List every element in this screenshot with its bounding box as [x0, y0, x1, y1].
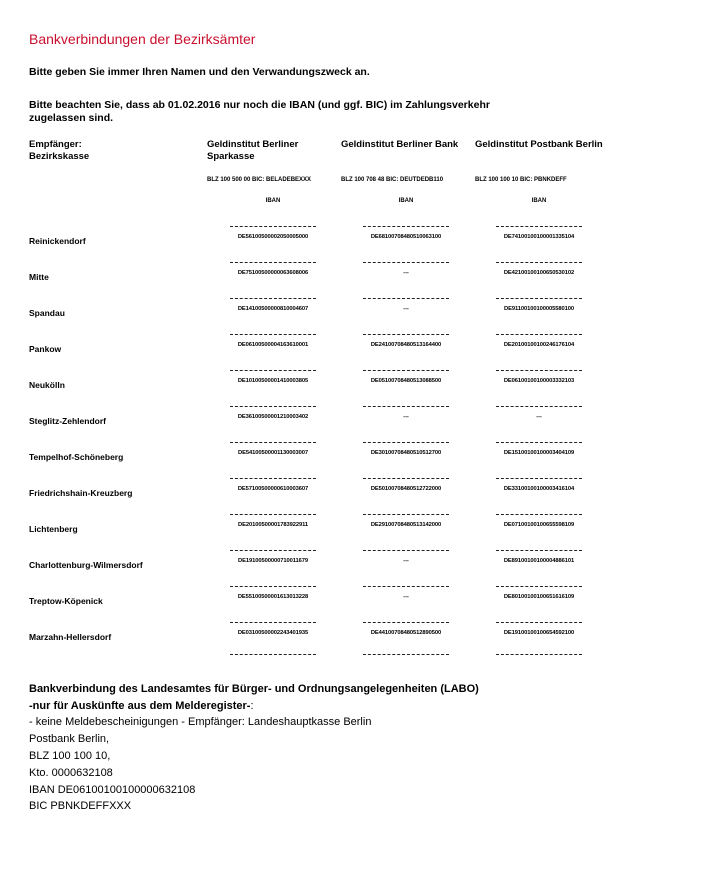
iban-cell	[230, 466, 316, 502]
separator-line	[496, 586, 582, 587]
iban-cell	[363, 610, 449, 646]
iban-value: DE42100100100650530102	[503, 270, 575, 276]
iban-value: DE29100708480513142000	[370, 522, 442, 528]
table-row	[0, 214, 727, 250]
iban-value: DE89100100100004886101	[503, 558, 575, 564]
iban-cell	[496, 466, 582, 502]
separator-line	[363, 586, 449, 587]
iban-cell	[363, 466, 449, 502]
district-name: Treptow-Köpenick	[29, 596, 103, 606]
separator-line	[496, 442, 582, 443]
blz-bic-sparkasse: BLZ 100 500 00 BIC: BELADEBEXXX	[207, 177, 312, 183]
separator-line	[363, 334, 449, 335]
separator-line	[363, 514, 449, 515]
separator-line	[230, 550, 316, 551]
bank-header-berliner-bank: Geldinstitut Berliner Bank	[341, 139, 459, 150]
separator-line	[363, 550, 449, 551]
table-row	[0, 322, 727, 358]
iban-cell	[496, 574, 582, 610]
labo-iban-line: IBAN DE06100100100000632108	[29, 784, 196, 796]
district-name: Friedrichshain-Kreuzberg	[29, 488, 133, 498]
district-name: Tempelhof-Schöneberg	[29, 452, 124, 462]
iban-value: DE75100500000063608006	[237, 270, 309, 276]
table-row	[0, 610, 727, 646]
bank-header-postbank: Geldinstitut Postbank Berlin	[475, 139, 603, 150]
separator-line	[230, 654, 316, 655]
separator-line	[363, 622, 449, 623]
table-row	[0, 250, 727, 286]
labo-account-line: Kto. 0000632108	[29, 767, 113, 779]
iban-cell	[230, 358, 316, 394]
labo-subtitle-rest: :	[250, 700, 254, 712]
iban-cell	[496, 214, 582, 250]
iban-value: DE06100500004163610001	[237, 342, 309, 348]
bank-header-sparkasse: Geldinstitut Berliner Sparkasse	[207, 139, 299, 162]
iban-note-line2: zugelassen sind.	[29, 112, 114, 124]
separator-line	[363, 262, 449, 263]
separator-line	[230, 586, 316, 587]
separator-line	[363, 442, 449, 443]
name-purpose-note: Bitte geben Sie immer Ihren Namen und den Verwandungszweck an.	[29, 66, 370, 78]
recipient-header-line2: Bezirkskasse	[29, 151, 90, 162]
district-name: Charlottenburg-Wilmersdorf	[29, 560, 143, 570]
iban-value: DE24100708480513164400	[370, 342, 442, 348]
iban-cell	[363, 430, 449, 466]
district-name: Spandau	[29, 308, 65, 318]
table-row	[0, 358, 727, 394]
separator-line	[363, 226, 449, 227]
separator-line	[230, 622, 316, 623]
iban-cell	[363, 538, 449, 574]
iban-value: DE33100100100003416104	[503, 486, 575, 492]
separator-line	[230, 478, 316, 479]
iban-cell	[496, 502, 582, 538]
iban-value: DE20100500001783922911	[237, 522, 308, 528]
separator-line	[230, 262, 316, 263]
iban-label-postbank: IBAN	[531, 198, 547, 204]
iban-value: DE74100100100001335104	[503, 234, 575, 240]
separator-line	[496, 262, 582, 263]
iban-note-line1: Bitte beachten Sie, dass ab 01.02.2016 nur noch die IBAN (und ggf. BIC) im Zahlungsverkehr	[29, 99, 490, 111]
iban-cell	[230, 250, 316, 286]
district-name: Marzahn-Hellersdorf	[29, 632, 112, 642]
iban-value: DE57100500000610003607	[237, 486, 309, 492]
iban-value: DE91100100100005580100	[503, 306, 574, 312]
iban-value: ---	[403, 594, 409, 600]
separator-line	[496, 654, 582, 655]
iban-cell	[230, 394, 316, 430]
iban-value: DE03100500002243401935	[237, 630, 309, 636]
separator-line	[496, 622, 582, 623]
labo-subtitle	[29, 700, 254, 712]
iban-value: DE19100500000710011679	[237, 558, 308, 564]
iban-cell	[230, 538, 316, 574]
separator-line	[230, 334, 316, 335]
separator-line	[230, 406, 316, 407]
separator-line	[496, 478, 582, 479]
iban-value: DE14100500000810004607	[237, 306, 309, 312]
iban-cell	[363, 574, 449, 610]
district-name: Mitte	[29, 272, 49, 282]
iban-cell	[230, 502, 316, 538]
iban-cell	[496, 394, 582, 430]
table-row	[0, 430, 727, 466]
iban-value: DE54100500001130003007	[237, 450, 308, 456]
district-name: Pankow	[29, 344, 62, 354]
table-row	[0, 574, 727, 610]
iban-value: DE10100500001410003805	[237, 378, 309, 384]
table-row	[0, 466, 727, 502]
separator-line	[230, 226, 316, 227]
labo-subtitle-bold: -nur für Auskünfte aus dem Melderegister-	[29, 700, 251, 712]
separator-line	[496, 370, 582, 371]
iban-value: DE36100500001210003402	[237, 414, 309, 420]
iban-label-sparkasse: IBAN	[265, 198, 281, 204]
separator-line	[496, 334, 582, 335]
iban-cell	[230, 574, 316, 610]
iban-value: DE07100100100655598109	[503, 522, 575, 528]
separator-line	[496, 226, 582, 227]
iban-cell	[496, 322, 582, 358]
iban-value: ---	[403, 558, 409, 564]
district-name: Neukölln	[29, 380, 65, 390]
iban-note	[29, 99, 490, 125]
separator-line	[363, 406, 449, 407]
separator-line	[230, 442, 316, 443]
iban-cell	[230, 322, 316, 358]
iban-value: DE06100100100003332103	[503, 378, 575, 384]
iban-value: ---	[403, 270, 409, 276]
table-row	[0, 394, 727, 430]
iban-value: DE44100708480512890500	[370, 630, 442, 636]
separator-line	[230, 370, 316, 371]
separator-line	[363, 298, 449, 299]
labo-bic-line: BIC PBNKDEFFXXX	[29, 800, 132, 812]
separator-line	[363, 654, 449, 655]
iban-value: DE55100500001613013228	[237, 594, 309, 600]
labo-bank-line: Postbank Berlin,	[29, 733, 110, 745]
iban-cell	[363, 394, 449, 430]
iban-cell	[230, 610, 316, 646]
iban-value: DE19100100100654592100	[503, 630, 575, 636]
iban-value: DE50100708480512722000	[370, 486, 442, 492]
iban-cell	[496, 250, 582, 286]
iban-cell	[363, 214, 449, 250]
separator-line	[230, 514, 316, 515]
iban-cell	[363, 502, 449, 538]
iban-cell	[230, 214, 316, 250]
iban-cell	[496, 430, 582, 466]
iban-cell	[496, 358, 582, 394]
district-name: Reinickendorf	[29, 236, 86, 246]
recipient-header	[29, 139, 89, 163]
table-row	[0, 538, 727, 574]
labo-blz-line: BLZ 100 100 10,	[29, 750, 111, 762]
district-name: Lichtenberg	[29, 524, 78, 534]
iban-cell	[496, 286, 582, 322]
recipient-header-line1: Empfänger:	[29, 139, 82, 150]
page-title: Bankverbindungen der Bezirksämter	[29, 31, 256, 47]
iban-value: DE05100708480513088500	[370, 378, 442, 384]
iban-value: ---	[536, 414, 542, 420]
separator-line	[230, 298, 316, 299]
separator-line	[496, 550, 582, 551]
iban-value: DE56100500002050005000	[237, 234, 309, 240]
iban-value: ---	[403, 414, 409, 420]
iban-cell	[363, 286, 449, 322]
iban-value: ---	[403, 306, 409, 312]
separator-line	[496, 298, 582, 299]
iban-value: DE30100708480510512700	[370, 450, 442, 456]
iban-label-berliner-bank: IBAN	[398, 198, 414, 204]
iban-cell	[496, 538, 582, 574]
separator-line	[496, 514, 582, 515]
separator-line	[363, 370, 449, 371]
district-name: Steglitz-Zehlendorf	[29, 416, 106, 426]
blz-bic-berliner-bank: BLZ 100 708 48 BIC: DEUTDEDB110	[341, 177, 444, 183]
iban-value: DE20100100100246176104	[503, 342, 575, 348]
iban-value: DE68100708480510063100	[370, 234, 442, 240]
blz-bic-postbank: BLZ 100 100 10 BIC: PBNKDEFF	[475, 177, 567, 183]
table-row	[0, 502, 727, 538]
iban-cell	[496, 610, 582, 646]
separator-line	[496, 406, 582, 407]
iban-cell	[363, 322, 449, 358]
iban-cell	[230, 286, 316, 322]
iban-cell	[230, 430, 316, 466]
iban-cell	[363, 358, 449, 394]
labo-recipient-line: - keine Meldebescheinigungen - Empfänger: Landeshauptkasse Berlin	[29, 716, 372, 728]
iban-value: DE15100100100003404109	[503, 450, 575, 456]
iban-value: DE80100100100651616109	[503, 594, 575, 600]
separator-line	[363, 478, 449, 479]
table-row	[0, 286, 727, 322]
iban-cell	[363, 250, 449, 286]
labo-title: Bankverbindung des Landesamtes für Bürger- und Ordnungsangelegenheiten (LABO)	[29, 683, 479, 695]
